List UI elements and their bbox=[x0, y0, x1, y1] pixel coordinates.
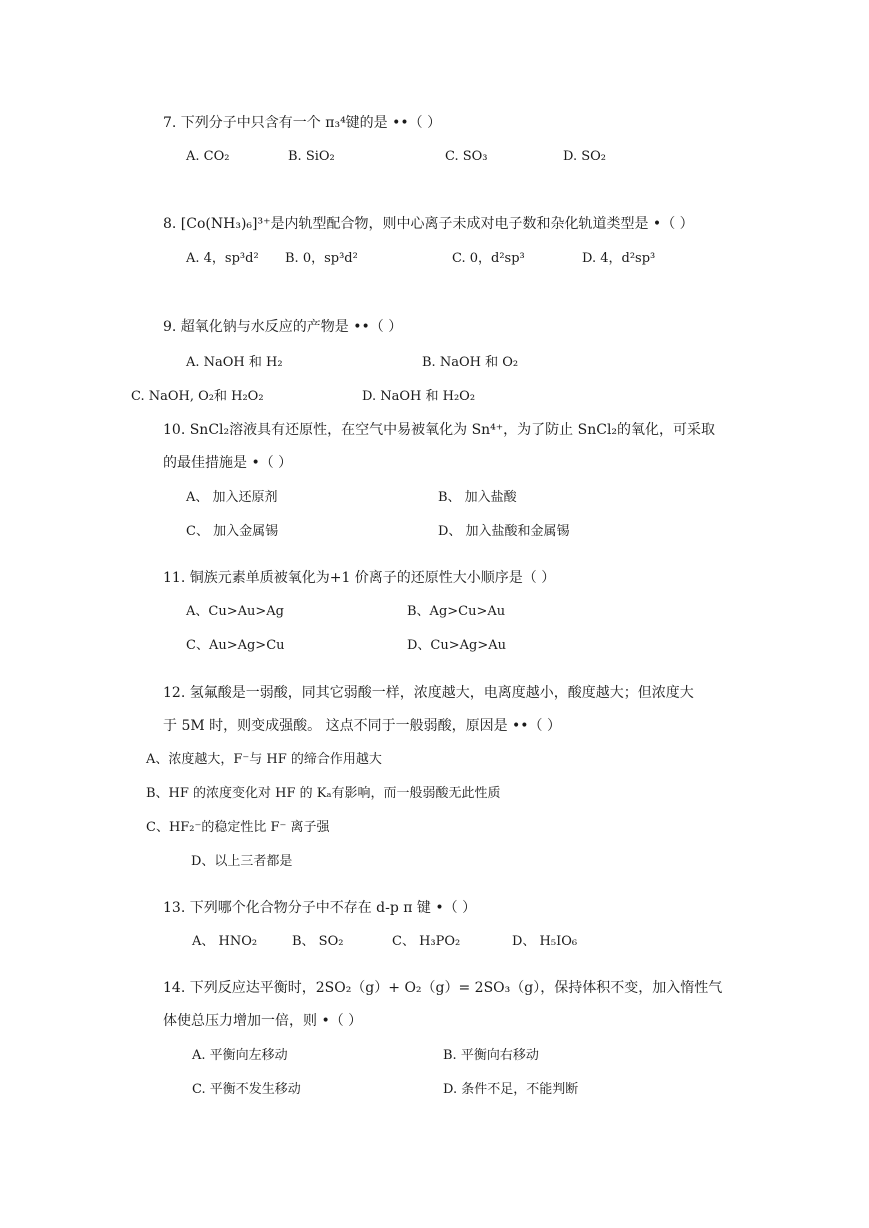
q12-option-b: B、HF 的浓度变化对 HF 的 Kₐ有影响，而一般弱酸无此性质 bbox=[146, 786, 501, 801]
q9-option-b: B. NaOH 和 O₂ bbox=[422, 355, 519, 370]
q9-option-d: D. NaOH 和 H₂O₂ bbox=[362, 389, 476, 404]
q14-stem-line2: 体使总压力增加一倍，则 •（ ） bbox=[163, 1013, 363, 1029]
q10-option-a: A、 加入还原剂 bbox=[186, 490, 278, 505]
q8-option-d: D. 4，d²sp³ bbox=[582, 251, 656, 266]
q10-stem-line1: 10. SnCl₂溶液具有还原性，在空气中易被氧化为 Sn⁴⁺，为了防止 SnCl₂的氧化，可采取 bbox=[163, 422, 716, 438]
q11-option-b: B、Ag>Cu>Au bbox=[407, 604, 506, 619]
q14-stem-line1: 14. 下列反应达平衡时，2SO₂（g）+ O₂（g）= 2SO₃（g），保持体积不变，加入惰性气 bbox=[163, 980, 723, 996]
q13-option-d: D、 H₅IO₆ bbox=[512, 934, 578, 949]
q7-stem: 7. 下列分子中只含有一个 π₃⁴键的是 ••（ ） bbox=[163, 115, 442, 131]
q10-option-d: D、 加入盐酸和金属锡 bbox=[438, 524, 570, 539]
q14-option-a: A. 平衡向左移动 bbox=[192, 1048, 288, 1063]
q12-stem-line2: 于 5M 时，则变成强酸。 这点不同于一般弱酸，原因是 ••（ ） bbox=[163, 718, 562, 734]
q7-option-b: B. SiO₂ bbox=[288, 149, 335, 164]
q13-stem: 13. 下列哪个化合物分子中不存在 d-p π 键 •（ ） bbox=[163, 900, 477, 916]
q11-option-d: D、Cu>Ag>Au bbox=[407, 638, 506, 653]
q7-option-a: A. CO₂ bbox=[186, 149, 230, 164]
q11-option-c: C、Au>Ag>Cu bbox=[186, 638, 285, 653]
q12-stem-line1: 12. 氢氟酸是一弱酸，同其它弱酸一样，浓度越大，电离度越小，酸度越大；但浓度大 bbox=[163, 685, 694, 701]
q8-option-a: A. 4，sp³d² bbox=[186, 251, 259, 266]
q12-option-d: D、以上三者都是 bbox=[191, 854, 293, 869]
q10-option-b: B、 加入盐酸 bbox=[438, 490, 517, 505]
q8-option-c: C. 0，d²sp³ bbox=[452, 251, 525, 266]
q14-option-b: B. 平衡向右移动 bbox=[443, 1048, 539, 1063]
q12-option-a: A、浓度越大，F⁻与 HF 的缔合作用越大 bbox=[146, 752, 382, 767]
q13-option-c: C、 H₃PO₂ bbox=[392, 934, 461, 949]
q13-option-b: B、 SO₂ bbox=[292, 934, 344, 949]
q11-stem: 11. 铜族元素单质被氧化为+1 价离子的还原性大小顺序是（ ） bbox=[163, 570, 556, 586]
q7-option-d: D. SO₂ bbox=[563, 149, 606, 164]
q9-option-a: A. NaOH 和 H₂ bbox=[186, 355, 283, 370]
q8-stem: 8. [Co(NH₃)₆]³⁺是内轨型配合物，则中心离子未成对电子数和杂化轨道类型是 •（ ） bbox=[163, 216, 694, 232]
q9-option-c: C. NaOH, O₂和 H₂O₂ bbox=[131, 389, 264, 404]
q8-option-b: B. 0，sp³d² bbox=[285, 251, 358, 266]
q14-option-d: D. 条件不足，不能判断 bbox=[443, 1082, 579, 1097]
q11-option-a: A、Cu>Au>Ag bbox=[186, 604, 284, 619]
q10-option-c: C、 加入金属锡 bbox=[186, 524, 279, 539]
q9-stem: 9. 超氧化钠与水反应的产物是 ••（ ） bbox=[163, 319, 403, 335]
q13-option-a: A、 HNO₂ bbox=[192, 934, 258, 949]
q12-option-c: C、HF₂⁻的稳定性比 F⁻ 离子强 bbox=[146, 820, 330, 835]
q14-option-c: C. 平衡不发生移动 bbox=[192, 1082, 301, 1097]
q7-option-c: C. SO₃ bbox=[445, 149, 488, 164]
q10-stem-line2: 的最佳措施是 •（ ） bbox=[163, 455, 293, 471]
